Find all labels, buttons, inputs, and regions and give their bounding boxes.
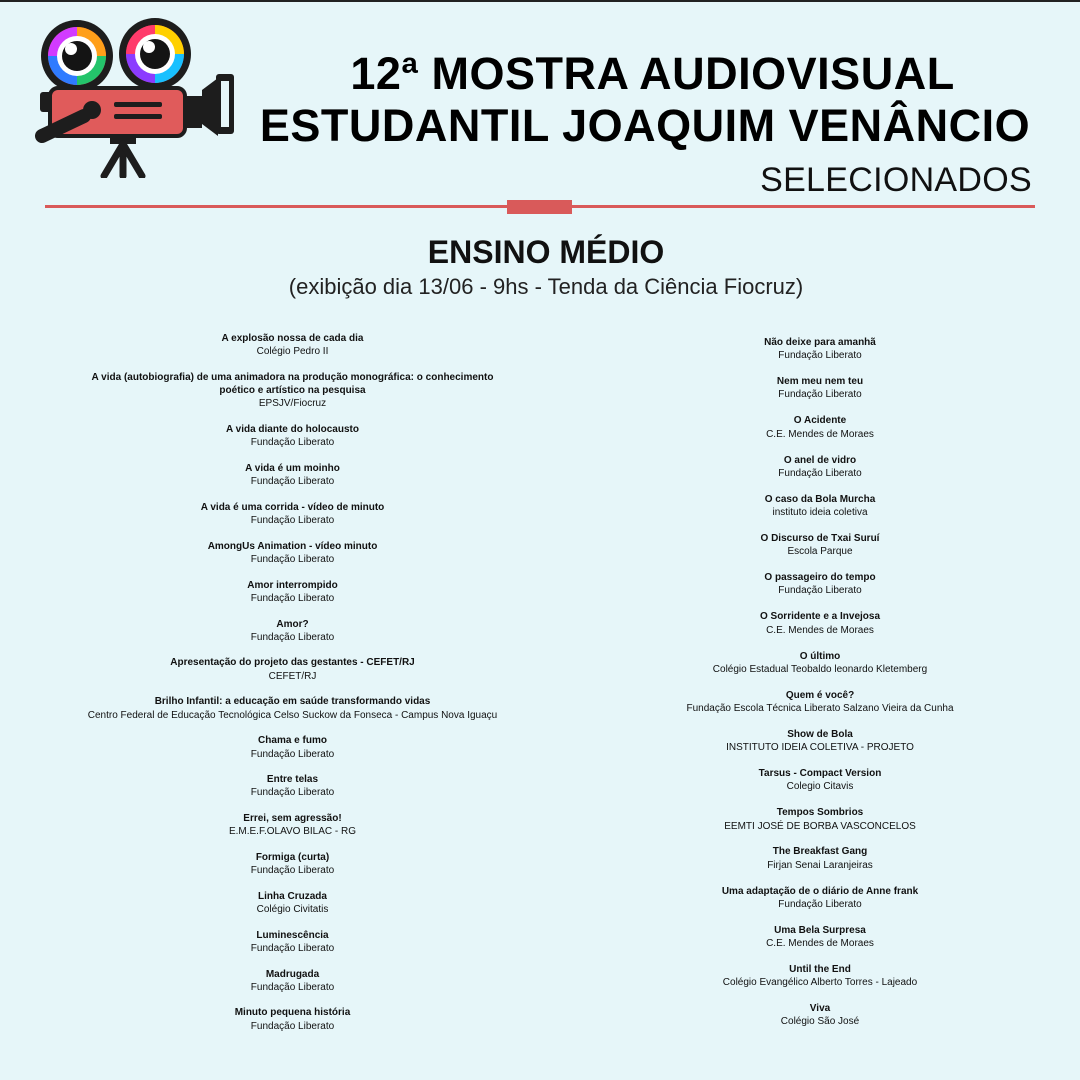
school-name: Fundação Escola Técnica Liberato Salzano Vieira da Cunha <box>686 702 954 714</box>
school-name: C.E. Mendes de Moraes <box>766 624 874 636</box>
film-title: Brilho Infantil: a educação em saúde transformando vidas <box>154 696 431 708</box>
school-name: Fundação Liberato <box>250 942 335 954</box>
film-title: O Discurso de Txai Suruí <box>760 532 880 544</box>
school-name: CEFET/RJ <box>268 670 317 682</box>
film-entry <box>650 493 990 520</box>
film-title: Não deixe para amanhã <box>764 337 876 348</box>
film-title: Chama e fumo <box>258 735 327 747</box>
school-name: Escola Parque <box>787 546 853 558</box>
film-entry <box>75 890 510 917</box>
film-entry <box>650 1002 990 1029</box>
school-name: Colégio Evangélico Alberto Torres - Lajeado <box>722 977 918 989</box>
section-title: ENSINO MÉDIO <box>427 234 665 270</box>
film-entry <box>650 924 990 951</box>
film-title: AmongUs Animation - vídeo minuto <box>207 540 378 552</box>
school-name: Fundação Liberato <box>250 515 335 527</box>
school-name: Fundação Liberato <box>250 981 335 993</box>
film-entry <box>75 540 510 567</box>
film-title: Show de Bola <box>787 728 853 740</box>
school-name: Colégio Estadual Teobaldo leonardo Kletemberg <box>712 663 928 675</box>
film-title: Luminescência <box>256 929 329 941</box>
school-name: Fundação Liberato <box>778 389 862 401</box>
film-entry <box>75 423 510 450</box>
film-title: A explosão nossa de cada dia <box>221 333 364 344</box>
school-name: Centro Federal de Educação Tecnológica Celso Suckow da Fonseca - Campus Nova Iguaçu <box>87 709 498 721</box>
left-column-list <box>75 332 510 1045</box>
film-entry <box>650 806 990 833</box>
title-line-2: ESTUDANTIL JOAQUIM VENÂNCIO <box>259 100 1031 151</box>
school-name: Fundação Liberato <box>778 467 862 479</box>
film-entry <box>650 532 990 559</box>
school-name: Fundação Liberato <box>778 350 862 362</box>
film-entry <box>650 767 990 794</box>
film-title: O último <box>799 650 841 662</box>
film-entry <box>650 885 990 912</box>
school-name: Fundação Liberato <box>778 898 862 910</box>
left-eye-icon <box>48 27 106 85</box>
school-name: C.E. Mendes de Moraes <box>766 938 874 950</box>
event-title <box>250 48 1040 152</box>
top-border <box>0 0 1080 2</box>
film-entry <box>75 462 510 489</box>
film-entry <box>650 845 990 872</box>
film-title: Nem meu nem teu <box>776 376 864 388</box>
film-title: Madrugada <box>265 968 320 980</box>
school-name: Colégio São José <box>780 1016 860 1028</box>
film-entry <box>75 812 510 839</box>
film-entry <box>75 968 510 995</box>
film-title: Amor interrompido <box>247 579 338 591</box>
film-title: Formiga (curta) <box>255 851 330 863</box>
film-entry <box>75 851 510 878</box>
selected-label: SELECIONADOS <box>760 161 1032 199</box>
film-entry <box>650 689 990 716</box>
film-entry <box>650 336 990 363</box>
school-name: Fundação Liberato <box>250 748 335 760</box>
school-name: EPSJV/Fiocruz <box>258 398 327 410</box>
film-title: O caso da Bola Murcha <box>764 493 876 505</box>
film-title: A vida é um moinho <box>245 462 340 474</box>
film-entry <box>75 734 510 761</box>
school-name: Fundação Liberato <box>250 554 335 566</box>
film-entry <box>75 656 510 683</box>
film-entry <box>650 414 990 441</box>
film-entry <box>75 773 510 800</box>
film-title: Minuto pequena história <box>234 1007 351 1019</box>
school-name: EEMTI JOSÉ DE BORBA VASCONCELOS <box>724 820 916 832</box>
film-entry <box>650 728 990 755</box>
school-name: Firjan Senai Laranjeiras <box>767 859 873 871</box>
film-title: O Acidente <box>793 415 847 427</box>
film-entry <box>75 929 510 956</box>
film-entry <box>650 375 990 402</box>
film-title: A vida é uma corrida - vídeo de minuto <box>200 501 385 513</box>
film-entry <box>650 963 990 990</box>
film-title: Viva <box>809 1003 831 1015</box>
film-camera-logo <box>22 18 237 178</box>
film-title: Errei, sem agressão! <box>243 812 342 824</box>
school-name: Colégio Civitatis <box>256 904 329 916</box>
film-title: Tempos Sombrios <box>776 807 864 819</box>
section-subtitle: (exibição dia 13/06 - 9hs - Tenda da Ciência Fiocruz) <box>288 274 804 299</box>
school-name: C.E. Mendes de Moraes <box>766 428 874 440</box>
divider-accent-block <box>507 200 572 214</box>
school-name: Fundação Liberato <box>250 865 335 877</box>
film-title: Entre telas <box>266 774 319 786</box>
film-title: Linha Cruzada <box>258 890 327 902</box>
film-title: Until the End <box>789 964 851 975</box>
school-name: E.M.E.F.OLAVO BILAC - RG <box>228 826 357 838</box>
school-name: INSTITUTO IDEIA COLETIVA - PROJETO <box>726 742 914 754</box>
film-title: A vida (autobiografia) de uma animadora na produção monográfica: o conhecimento poético e artístico na pesquisa <box>91 371 494 397</box>
film-entry <box>650 650 990 677</box>
film-entry <box>75 579 510 606</box>
film-entry <box>75 332 510 359</box>
right-column-list <box>650 336 990 1041</box>
school-name: Fundação Liberato <box>250 787 335 799</box>
title-line-1: 12ª MOSTRA AUDIOVISUAL <box>350 48 955 99</box>
film-entry <box>650 454 990 481</box>
film-title: Tarsus - Compact Version <box>758 768 882 780</box>
film-title: Apresentação do projeto das gestantes - CEFET/RJ <box>170 657 415 669</box>
school-name: Fundação Liberato <box>250 1020 335 1032</box>
school-name: instituto ideia coletiva <box>772 507 868 519</box>
right-eye-icon <box>126 25 184 83</box>
school-name: Fundação Liberato <box>250 437 335 449</box>
film-entry <box>650 610 990 637</box>
film-title: Amor? <box>276 618 309 630</box>
film-entry <box>75 371 510 411</box>
film-title: The Breakfast Gang <box>772 846 868 858</box>
school-name: Fundação Liberato <box>250 592 335 604</box>
film-title: O passageiro do tempo <box>764 572 876 584</box>
film-entry <box>75 695 510 722</box>
film-entry <box>75 501 510 528</box>
film-title: Quem é você? <box>785 689 855 701</box>
film-title: Uma adaptação de o diário de Anne frank <box>721 885 919 897</box>
school-name: Colegio Citavis <box>786 781 854 793</box>
film-entry <box>75 618 510 645</box>
school-name: Colégio Pedro II <box>256 346 329 358</box>
film-title: O anel de vidro <box>783 454 857 466</box>
film-title: O Sorridente e a Invejosa <box>759 611 881 623</box>
film-entry <box>650 571 990 598</box>
school-name: Fundação Liberato <box>250 631 335 643</box>
film-title: A vida diante do holocausto <box>226 424 359 436</box>
film-entry <box>75 1006 510 1033</box>
school-name: Fundação Liberato <box>778 585 862 597</box>
film-title: Uma Bela Surpresa <box>774 924 866 936</box>
school-name: Fundação Liberato <box>250 476 335 488</box>
